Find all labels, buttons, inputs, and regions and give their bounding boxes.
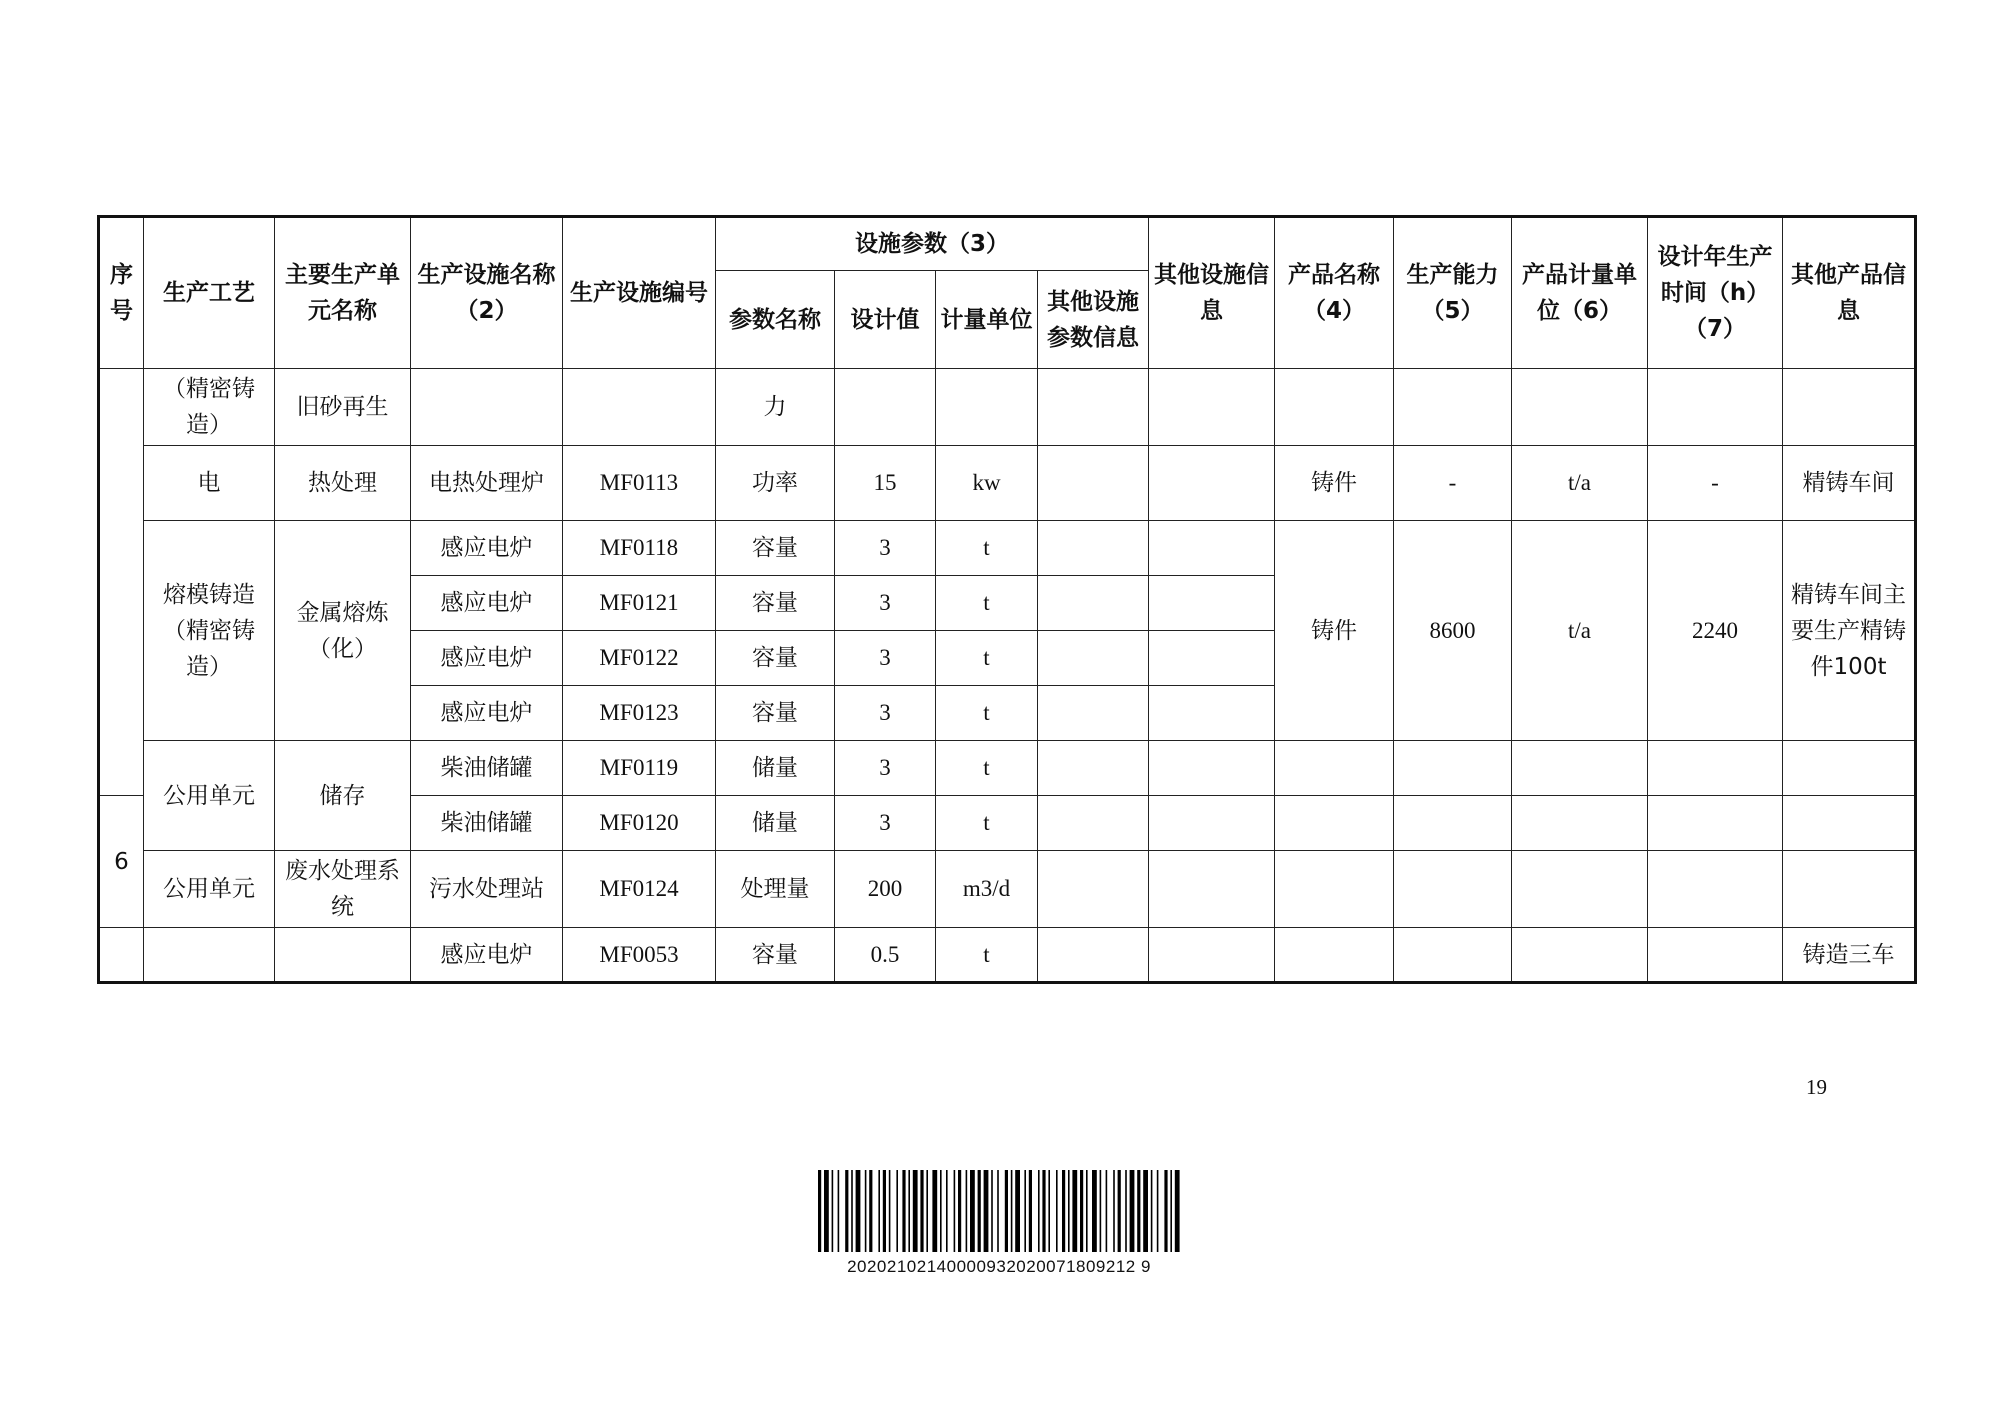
code-cell: MF0118 bbox=[563, 521, 716, 576]
barcode-bar bbox=[991, 1170, 993, 1252]
header-row-1 bbox=[99, 217, 1916, 271]
barcode-bar bbox=[1068, 1170, 1070, 1252]
param-cell: 容量 bbox=[716, 686, 835, 741]
munit-cell: m3/d bbox=[936, 851, 1038, 928]
punit-cell bbox=[1512, 928, 1648, 983]
code-cell: MF0123 bbox=[563, 686, 716, 741]
barcode-bar bbox=[1100, 1170, 1102, 1252]
other-product-cell: 精铸车间主要生产精铸件100t bbox=[1783, 521, 1916, 741]
code-cell: MF0113 bbox=[563, 446, 716, 521]
punit-cell: t/a bbox=[1512, 446, 1648, 521]
facility-cell: 电热处理炉 bbox=[411, 446, 563, 521]
code-cell: MF0122 bbox=[563, 631, 716, 686]
param-cell: 容量 bbox=[716, 928, 835, 983]
process-cell: 公用单元 bbox=[144, 741, 275, 851]
unit-cell: 金属熔炼（化） bbox=[275, 521, 411, 741]
munit-cell: t bbox=[936, 576, 1038, 631]
facility-cell: 感应电炉 bbox=[411, 576, 563, 631]
barcode-bar bbox=[896, 1170, 898, 1252]
hours-cell bbox=[1648, 741, 1783, 796]
code-cell: MF0124 bbox=[563, 851, 716, 928]
unit-cell bbox=[275, 928, 411, 983]
barcode-bar bbox=[1143, 1170, 1148, 1252]
barcode-bar bbox=[1042, 1170, 1045, 1252]
barcode-bar bbox=[883, 1170, 886, 1252]
barcode-bar bbox=[1015, 1170, 1020, 1252]
facility-cell: 感应电炉 bbox=[411, 686, 563, 741]
munit-cell: t bbox=[936, 796, 1038, 851]
value-cell: 0.5 bbox=[835, 928, 936, 983]
facility-cell: 感应电炉 bbox=[411, 521, 563, 576]
facility-table bbox=[97, 215, 1917, 984]
page-number: 19 bbox=[1806, 1075, 1827, 1099]
barcode-bar bbox=[838, 1170, 840, 1252]
seq-cell-empty bbox=[99, 928, 144, 983]
barcode-bar bbox=[1151, 1170, 1153, 1252]
value-cell: 3 bbox=[835, 741, 936, 796]
barcode-bar bbox=[940, 1170, 942, 1252]
barcode-bar bbox=[1011, 1170, 1013, 1252]
barcode-bar bbox=[851, 1170, 853, 1252]
barcode-bar bbox=[970, 1170, 975, 1252]
barcode-text: 20202102140000932020071809212 9 bbox=[847, 1257, 1151, 1276]
barcode-bar bbox=[908, 1170, 910, 1252]
value-cell: 3 bbox=[835, 631, 936, 686]
header-seq: 序号 bbox=[99, 217, 144, 369]
param-cell: 储量 bbox=[716, 741, 835, 796]
barcode-image bbox=[818, 1170, 1180, 1252]
other-param-cell bbox=[1038, 741, 1149, 796]
capacity-cell: - bbox=[1394, 446, 1512, 521]
capacity-cell bbox=[1394, 796, 1512, 851]
other-facility-cell bbox=[1149, 741, 1275, 796]
punit-cell bbox=[1512, 741, 1648, 796]
other-facility-cell bbox=[1149, 928, 1275, 983]
capacity-cell bbox=[1394, 928, 1512, 983]
barcode-bar bbox=[832, 1170, 834, 1252]
barcode-bar bbox=[1048, 1170, 1050, 1252]
other-facility-cell bbox=[1149, 851, 1275, 928]
barcode-bar bbox=[1170, 1170, 1172, 1252]
barcode-bar bbox=[913, 1170, 918, 1252]
value-cell: 3 bbox=[835, 796, 936, 851]
product-cell: 铸件 bbox=[1275, 521, 1394, 741]
param-cell: 容量 bbox=[716, 576, 835, 631]
munit-cell: t bbox=[936, 686, 1038, 741]
capacity-cell bbox=[1394, 741, 1512, 796]
other-param-cell bbox=[1038, 369, 1149, 446]
product-cell bbox=[1275, 928, 1394, 983]
barcode-bar bbox=[1106, 1170, 1108, 1252]
hours-cell: - bbox=[1648, 446, 1783, 521]
table-row bbox=[99, 741, 1916, 796]
header-design-hours: 设计年生产时间（h）（7） bbox=[1648, 217, 1783, 369]
param-cell: 容量 bbox=[716, 631, 835, 686]
facility-cell: 感应电炉 bbox=[411, 928, 563, 983]
barcode-bar bbox=[997, 1170, 999, 1252]
process-cell: 熔模铸造（精密铸造） bbox=[144, 521, 275, 741]
code-cell: MF0121 bbox=[563, 576, 716, 631]
unit-cell: 废水处理系统 bbox=[275, 851, 411, 928]
code-cell: MF0053 bbox=[563, 928, 716, 983]
header-facility-name: 生产设施名称（2） bbox=[411, 217, 563, 369]
barcode-bar bbox=[869, 1170, 872, 1252]
barcode-bar bbox=[889, 1170, 891, 1252]
punit-cell bbox=[1512, 851, 1648, 928]
hours-cell bbox=[1648, 369, 1783, 446]
capacity-cell: 8600 bbox=[1394, 521, 1512, 741]
barcode-bar bbox=[978, 1170, 981, 1252]
barcode-bar bbox=[824, 1170, 829, 1252]
other-facility-cell bbox=[1149, 631, 1275, 686]
facility-cell: 柴油储罐 bbox=[411, 796, 563, 851]
punit-cell bbox=[1512, 369, 1648, 446]
table-row bbox=[99, 369, 1916, 446]
value-cell: 200 bbox=[835, 851, 936, 928]
other-product-cell: 精铸车间 bbox=[1783, 446, 1916, 521]
other-facility-cell bbox=[1149, 369, 1275, 446]
other-param-cell bbox=[1038, 851, 1149, 928]
code-cell: MF0119 bbox=[563, 741, 716, 796]
header-unit: 主要生产单元名称 bbox=[275, 217, 411, 369]
process-cell: （精密铸造） bbox=[144, 369, 275, 446]
hours-cell: 2240 bbox=[1648, 521, 1783, 741]
other-product-cell bbox=[1783, 851, 1916, 928]
param-cell: 储量 bbox=[716, 796, 835, 851]
value-cell: 15 bbox=[835, 446, 936, 521]
hours-cell bbox=[1648, 928, 1783, 983]
header-param-name: 参数名称 bbox=[716, 271, 835, 369]
barcode-bar bbox=[818, 1170, 821, 1252]
param-cell: 容量 bbox=[716, 521, 835, 576]
barcode-bar bbox=[1080, 1170, 1083, 1252]
capacity-cell bbox=[1394, 369, 1512, 446]
munit-cell: t bbox=[936, 928, 1038, 983]
header-params-group: 设施参数（3） bbox=[716, 217, 1149, 271]
other-facility-cell bbox=[1149, 576, 1275, 631]
other-param-cell bbox=[1038, 631, 1149, 686]
process-cell: 电 bbox=[144, 446, 275, 521]
barcode-bar bbox=[1137, 1170, 1140, 1252]
punit-cell bbox=[1512, 796, 1648, 851]
unit-cell: 热处理 bbox=[275, 446, 411, 521]
munit-cell bbox=[936, 369, 1038, 446]
product-cell: 铸件 bbox=[1275, 446, 1394, 521]
barcode-bar bbox=[1113, 1170, 1115, 1252]
barcode-bar bbox=[878, 1170, 880, 1252]
header-facility-code: 生产设施编号 bbox=[563, 217, 716, 369]
value-cell: 3 bbox=[835, 686, 936, 741]
product-cell bbox=[1275, 369, 1394, 446]
unit-cell: 旧砂再生 bbox=[275, 369, 411, 446]
other-product-cell bbox=[1783, 369, 1916, 446]
header-other-product: 其他产品信息 bbox=[1783, 217, 1916, 369]
seq-cell-empty bbox=[99, 369, 144, 796]
barcode-bar bbox=[902, 1170, 905, 1252]
munit-cell: kw bbox=[936, 446, 1038, 521]
table-row bbox=[99, 446, 1916, 521]
table-row bbox=[99, 521, 1916, 576]
capacity-cell bbox=[1394, 851, 1512, 928]
barcode-bar bbox=[932, 1170, 937, 1252]
barcode-bar bbox=[1086, 1170, 1088, 1252]
facility-cell: 感应电炉 bbox=[411, 631, 563, 686]
param-cell: 处理量 bbox=[716, 851, 835, 928]
other-param-cell bbox=[1038, 796, 1149, 851]
facility-cell: 污水处理站 bbox=[411, 851, 563, 928]
value-cell: 3 bbox=[835, 576, 936, 631]
header-design-value: 设计值 bbox=[835, 271, 936, 369]
header-capacity: 生产能力（5） bbox=[1394, 217, 1512, 369]
seq-cell: 6 bbox=[99, 796, 144, 928]
barcode-bar bbox=[1130, 1170, 1135, 1252]
header-process: 生产工艺 bbox=[144, 217, 275, 369]
other-product-cell: 铸造三车 bbox=[1783, 928, 1916, 983]
other-param-cell bbox=[1038, 928, 1149, 983]
barcode-bar bbox=[1038, 1170, 1040, 1252]
process-cell bbox=[144, 928, 275, 983]
hours-cell bbox=[1648, 796, 1783, 851]
barcode-bar bbox=[1175, 1170, 1180, 1252]
other-param-cell bbox=[1038, 446, 1149, 521]
barcode-bar bbox=[954, 1170, 956, 1252]
unit-cell: 储存 bbox=[275, 741, 411, 851]
barcode-bar bbox=[926, 1170, 928, 1252]
facility-cell bbox=[411, 369, 563, 446]
other-facility-cell bbox=[1149, 686, 1275, 741]
other-facility-cell bbox=[1149, 446, 1275, 521]
value-cell: 3 bbox=[835, 521, 936, 576]
barcode-bar bbox=[1024, 1170, 1026, 1252]
product-cell bbox=[1275, 796, 1394, 851]
barcode-bar bbox=[984, 1170, 989, 1252]
barcode-bar bbox=[1056, 1170, 1058, 1252]
param-cell: 功率 bbox=[716, 446, 835, 521]
munit-cell: t bbox=[936, 631, 1038, 686]
other-param-cell bbox=[1038, 686, 1149, 741]
barcode-bar bbox=[1118, 1170, 1121, 1252]
other-product-cell bbox=[1783, 796, 1916, 851]
barcode-bar bbox=[1125, 1170, 1127, 1252]
code-cell: MF0120 bbox=[563, 796, 716, 851]
barcode-bar bbox=[856, 1170, 861, 1252]
other-product-cell bbox=[1783, 741, 1916, 796]
other-param-cell bbox=[1038, 521, 1149, 576]
other-param-cell bbox=[1038, 576, 1149, 631]
product-cell bbox=[1275, 851, 1394, 928]
process-cell: 公用单元 bbox=[144, 851, 275, 928]
barcode-bar bbox=[1029, 1170, 1032, 1252]
header-product-unit: 产品计量单位（6） bbox=[1512, 217, 1648, 369]
barcode-bar bbox=[1005, 1170, 1008, 1252]
header-other-param: 其他设施参数信息 bbox=[1038, 271, 1149, 369]
barcode-bar bbox=[1072, 1170, 1077, 1252]
header-other-facility: 其他设施信息 bbox=[1149, 217, 1275, 369]
punit-cell: t/a bbox=[1512, 521, 1648, 741]
code-cell bbox=[563, 369, 716, 446]
table-row bbox=[99, 851, 1916, 928]
barcode-bar bbox=[920, 1170, 923, 1252]
barcode-bar bbox=[1164, 1170, 1167, 1252]
barcode-bar bbox=[966, 1170, 968, 1252]
barcode-bar bbox=[1062, 1170, 1065, 1252]
munit-cell: t bbox=[936, 521, 1038, 576]
barcode-bar bbox=[865, 1170, 867, 1252]
barcode-bar bbox=[1157, 1170, 1159, 1252]
barcode-bar bbox=[1092, 1170, 1097, 1252]
barcode-bar bbox=[845, 1170, 848, 1252]
value-cell bbox=[835, 369, 936, 446]
other-facility-cell bbox=[1149, 796, 1275, 851]
hours-cell bbox=[1648, 851, 1783, 928]
table-row bbox=[99, 928, 1916, 983]
munit-cell: t bbox=[936, 741, 1038, 796]
other-facility-cell bbox=[1149, 521, 1275, 576]
header-measure-unit: 计量单位 bbox=[936, 271, 1038, 369]
product-cell bbox=[1275, 741, 1394, 796]
facility-cell: 柴油储罐 bbox=[411, 741, 563, 796]
param-cell: 力 bbox=[716, 369, 835, 446]
barcode-bar bbox=[946, 1170, 948, 1252]
barcode-bar bbox=[958, 1170, 961, 1252]
header-product-name: 产品名称（4） bbox=[1275, 217, 1394, 369]
